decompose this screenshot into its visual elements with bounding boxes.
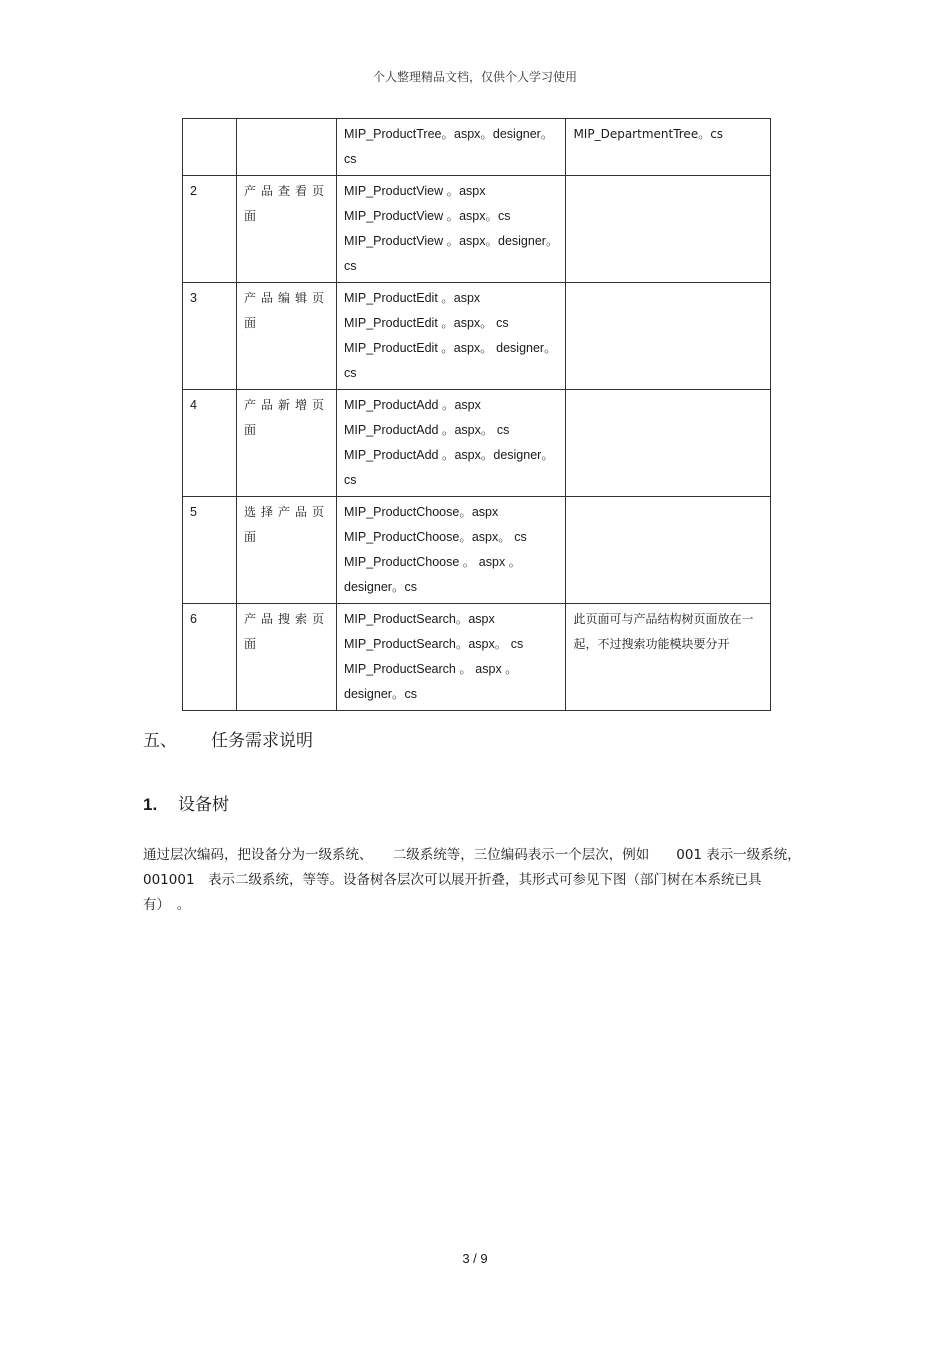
file-name: MIP_ProductSearch。aspx。 cs — [344, 637, 524, 651]
note-cell — [566, 390, 771, 497]
note-cell: MIP_DepartmentTree。cs — [566, 119, 771, 176]
file-name: designer。cs — [344, 687, 417, 701]
row-number-cell: 3 — [183, 283, 237, 390]
note-cell — [566, 283, 771, 390]
file-name: MIP_ProductAdd 。aspx。 cs — [344, 423, 510, 437]
section-number: 五、 — [143, 731, 177, 751]
file-name: designer。cs — [344, 580, 417, 594]
file-name: MIP_ProductSearch。aspx — [344, 612, 495, 626]
subsection-title-text: 设备树 — [178, 795, 229, 815]
file-name: cs — [344, 366, 357, 380]
file-name: MIP_ProductEdit 。aspx。 designer。 — [344, 341, 557, 355]
file-list-cell — [337, 283, 566, 390]
page-name-cell: 产品查看页面 — [237, 176, 337, 283]
file-name: MIP_ProductEdit 。aspx。 cs — [344, 316, 509, 330]
file-name: MIP_ProductEdit 。aspx — [344, 291, 481, 305]
file-name: cs — [344, 259, 357, 273]
file-list-cell — [337, 497, 566, 604]
page-name-cell: 产品新增页面 — [237, 390, 337, 497]
file-name: MIP_ProductView 。aspx — [344, 184, 486, 198]
file-list-cell — [337, 390, 566, 497]
row-number-cell — [183, 119, 237, 176]
file-list-cell — [337, 176, 566, 283]
row-number-cell: 2 — [183, 176, 237, 283]
page-number: 3 / 9 — [462, 1251, 488, 1266]
subsection-number: 1. — [143, 795, 158, 814]
file-list-cell — [337, 604, 566, 711]
table-row — [183, 119, 771, 176]
row-number-cell: 4 — [183, 390, 237, 497]
table-row — [183, 604, 771, 711]
file-name: MIP_ProductChoose。aspx。 cs — [344, 530, 527, 544]
section-title-text: 任务需求说明 — [211, 731, 313, 751]
file-name: MIP_ProductChoose。aspx — [344, 505, 499, 519]
file-name: cs — [344, 473, 357, 487]
body-paragraph: 通过层次编码，把设备分为一级系统、 二级系统等，三位编码表示一个层次，例如 001 表示一级系统， 001001 表示二级系统，等等。设备树各层次可以展开折叠，其形式可参见下图（部门树在本系统已具有） 。 — [143, 847, 808, 913]
row-number-cell: 5 — [183, 497, 237, 604]
file-name: MIP_ProductView 。aspx。designer。 — [344, 234, 559, 248]
page-name-cell: 产品搜索页面 — [237, 604, 337, 711]
file-name: MIP_ProductAdd 。aspx — [344, 398, 481, 412]
file-list-cell — [337, 119, 566, 176]
file-name: MIP_ProductView 。aspx。cs — [344, 209, 511, 223]
subsection-heading — [143, 790, 229, 815]
file-name: cs — [344, 152, 357, 166]
row-number-cell: 6 — [183, 604, 237, 711]
note-cell — [566, 497, 771, 604]
page-name-cell: 产品编辑页面 — [237, 283, 337, 390]
file-name: MIP_ProductAdd 。aspx。designer。 — [344, 448, 554, 462]
page-name-cell: 选择产品页面 — [237, 497, 337, 604]
note-cell — [566, 176, 771, 283]
page-header: 个人整理精品文档，仅供个人学习使用 — [372, 70, 577, 84]
table-row — [183, 283, 771, 390]
page-name-cell — [237, 119, 337, 176]
table-row — [183, 390, 771, 497]
table-row — [183, 176, 771, 283]
note-cell: 此页面可与产品结构树页面放在一起，不过搜索功能模块要分开 — [566, 604, 771, 711]
section-heading — [143, 726, 313, 751]
file-name: MIP_ProductSearch 。 aspx 。 — [344, 662, 518, 676]
file-table — [182, 118, 771, 711]
table-row — [183, 497, 771, 604]
file-name: MIP_ProductTree。aspx。designer。 — [344, 127, 554, 141]
file-name: MIP_ProductChoose 。 aspx 。 — [344, 555, 522, 569]
